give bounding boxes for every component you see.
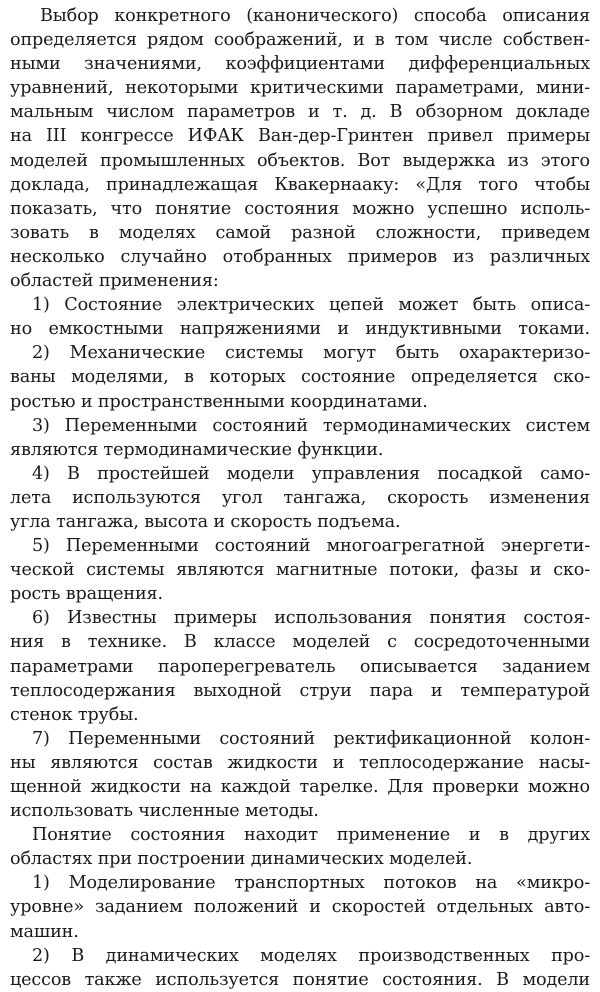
- text-line: 1) Состояние электрических цепей может быть описа-: [32, 295, 590, 316]
- text-line: 2) В динамических моделях производственных про-: [32, 945, 590, 966]
- text-line: доклада, принадлежащая Квакернааку: «Для того чтобы: [10, 174, 590, 195]
- text-line: ческой системы являются магнитные потоки, фазы и ско-: [10, 560, 590, 581]
- text-line: ваны моделями, в которых состояние определяется ско-: [10, 367, 590, 388]
- text-line: уравнений, некоторыми критическими параметрами, мини-: [10, 78, 590, 99]
- text-line: 1) Моделирование транспортных потоков на «микро-: [32, 873, 590, 894]
- text-line: областей применения:: [10, 271, 219, 292]
- text-line: ными значениями, коэффициентами дифференциальных: [10, 54, 590, 75]
- text-line: моделей промышленных объектов. Вот выдержка из этого: [10, 150, 590, 171]
- text-line: на III конгрессе ИФАК Ван-дер-Гринтен привел примеры: [10, 126, 590, 147]
- text-line: угла тангажа, высота и скорость подъема.: [10, 511, 401, 532]
- text-line: 7) Переменными состояний ректификационной колон-: [32, 728, 590, 749]
- text-line: 3) Переменными состояний термодинамических систем: [32, 415, 590, 436]
- text-line: показать, что понятие состояния можно успешно исполь-: [10, 198, 590, 219]
- text-line: 4) В простейшей модели управления посадкой само-: [32, 463, 590, 484]
- text-line: несколько случайно отобранных примеров из различных: [10, 246, 590, 267]
- text-line: зовать в моделях самой разной сложности, приведем: [10, 222, 590, 243]
- text-line: 2) Механические системы могут быть охарактеризо-: [32, 343, 590, 364]
- text-line: 6) Известны примеры использования понятия состоя-: [32, 608, 590, 629]
- text-line: мальным числом параметров и т. д. В обзорном докладе: [10, 102, 590, 123]
- text-line: Понятие состояния находит применение и в других: [32, 825, 590, 846]
- text-line: машин.: [10, 921, 79, 942]
- text-line: лета используются угол тангажа, скорость изменения: [10, 487, 590, 508]
- text-line: но емкостными напряжениями и индуктивными токами.: [10, 319, 590, 340]
- text-line: областях при построении динамических моделей.: [10, 849, 473, 870]
- text-line: ния в технике. В классе моделей с сосредоточенными: [10, 632, 590, 653]
- text-line: ростью и пространственными координатами.: [10, 391, 428, 412]
- text-line: рость вращения.: [10, 584, 163, 605]
- text-line: уровне» заданием положений и скоростей отдельных авто-: [10, 897, 590, 918]
- text-line: ны являются состав жидкости и теплосодержание насы-: [10, 752, 590, 773]
- text-line: щенной жидкости на каждой тарелке. Для проверки можно: [10, 777, 590, 797]
- text-line: использовать численные методы.: [10, 801, 319, 822]
- text-line: Выбор конкретного (канонического) способа описания: [40, 6, 590, 26]
- text-line: 5) Переменными состояний многоагрегатной энергети-: [32, 536, 590, 557]
- body-text: [10, 4, 590, 992]
- text-line: параметрами пароперегреватель описывается заданием: [10, 656, 590, 677]
- text-line: теплосодержания выходной струи пара и температурой: [10, 680, 590, 701]
- text-line: определяется рядом соображений, и в том числе собствен-: [10, 30, 590, 51]
- text-line: стенок трубы.: [10, 704, 139, 725]
- text-line: цессов также используется понятие состояния. В модели: [10, 969, 590, 990]
- text-line: являются термодинамические функции.: [10, 439, 384, 460]
